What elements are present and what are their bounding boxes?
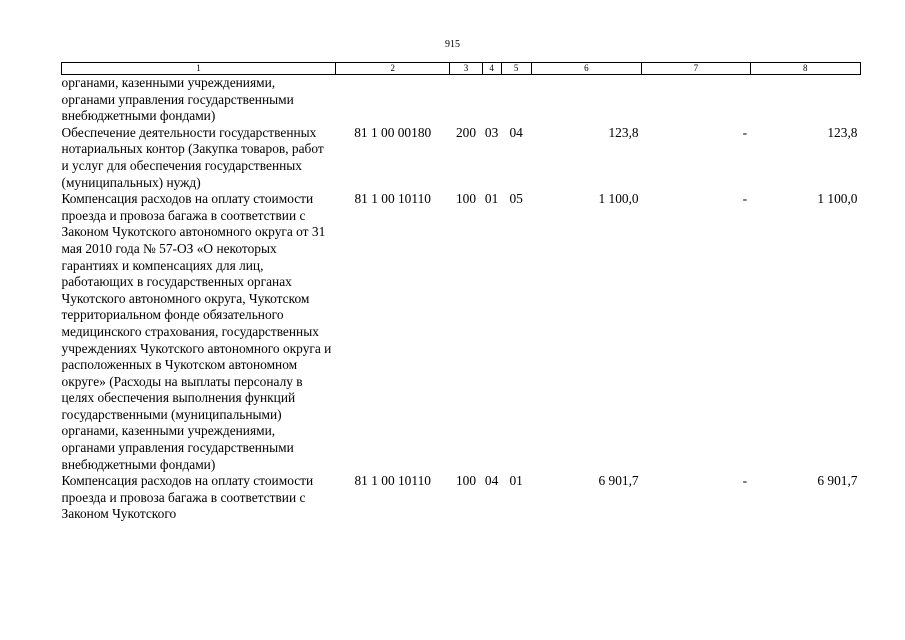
- row-description: Обеспечение деятельности государственных нотариальных контор (Закупка товаров, работ и услуг для обеспечения государственных (муниципальных) нужд): [61, 124, 324, 190]
- table-row: [62, 191, 861, 473]
- row-subsection: 05: [509, 191, 523, 207]
- row-change: -: [742, 124, 748, 140]
- column-header-3: 3: [450, 63, 482, 75]
- row-code: 81 1 00 10110: [354, 191, 431, 207]
- row-subsection: [501, 75, 531, 125]
- row-type: 100: [455, 191, 477, 207]
- row-change: [642, 75, 750, 125]
- row-type: [450, 75, 482, 125]
- budget-table: [61, 62, 861, 523]
- row-description: органами, казенными учреждениями, органами управления государственными внебюджетными фондами): [61, 75, 294, 124]
- row-type: 100: [455, 473, 477, 489]
- row-code: 81 1 00 10110: [354, 473, 431, 489]
- row-section: 04: [484, 473, 499, 489]
- row-total: 1 100,0: [817, 191, 858, 207]
- row-total: 6 901,7: [817, 473, 858, 489]
- row-code: 81 1 00 00180: [354, 124, 432, 140]
- column-header-7: 7: [642, 63, 750, 75]
- table-row: [62, 75, 861, 125]
- table-row: [62, 125, 861, 191]
- row-subsection: 04: [509, 124, 523, 140]
- row-subsection: 01: [509, 473, 523, 489]
- row-amount: 6 901,7: [598, 473, 639, 489]
- row-amount: 123,8: [608, 124, 639, 140]
- row-section: 03: [484, 124, 499, 140]
- column-header-6: 6: [531, 63, 641, 75]
- row-section: [482, 75, 501, 125]
- row-total: 123,8: [827, 124, 858, 140]
- column-header-5: 5: [501, 63, 531, 75]
- column-header-8: 8: [750, 63, 860, 75]
- column-header-2: 2: [336, 63, 450, 75]
- column-number-row: [62, 63, 861, 75]
- row-section: 01: [484, 191, 499, 207]
- row-change: -: [742, 473, 748, 489]
- row-amount: [531, 75, 641, 125]
- page-number: 915: [445, 39, 460, 50]
- column-header-1: 1: [62, 63, 336, 75]
- row-type: 200: [455, 124, 477, 140]
- row-amount: 1 100,0: [598, 191, 639, 207]
- row-description: Компенсация расходов на оплату стоимости проезда и провоза багажа в соответствии с Законом Чукотского: [61, 473, 314, 522]
- table-row: [62, 473, 861, 523]
- column-header-4: 4: [482, 63, 501, 75]
- row-description: Компенсация расходов на оплату стоимости проезда и провоза багажа в соответствии с Законом Чукотского автономного округа от 31 мая 2010 года № 57-ОЗ «О некоторых гарантиях и компенсациях для лиц, работающих в государственных органах Чукотского автономного округа, Чукотском территориальном фонде обязательного медицинского страхования, государственных учреждениях Чукотского автономного округа и расположенных в Чукотском автономном округе» (Расходы на выплаты персоналу в целях обеспечения выполнения функций государственными (муниципальными) органами, казенными учреждениями, органами управления государственными внебюджетными фондами): [61, 191, 332, 472]
- row-total: [750, 75, 860, 125]
- row-change: -: [742, 191, 748, 207]
- row-code: [336, 75, 450, 125]
